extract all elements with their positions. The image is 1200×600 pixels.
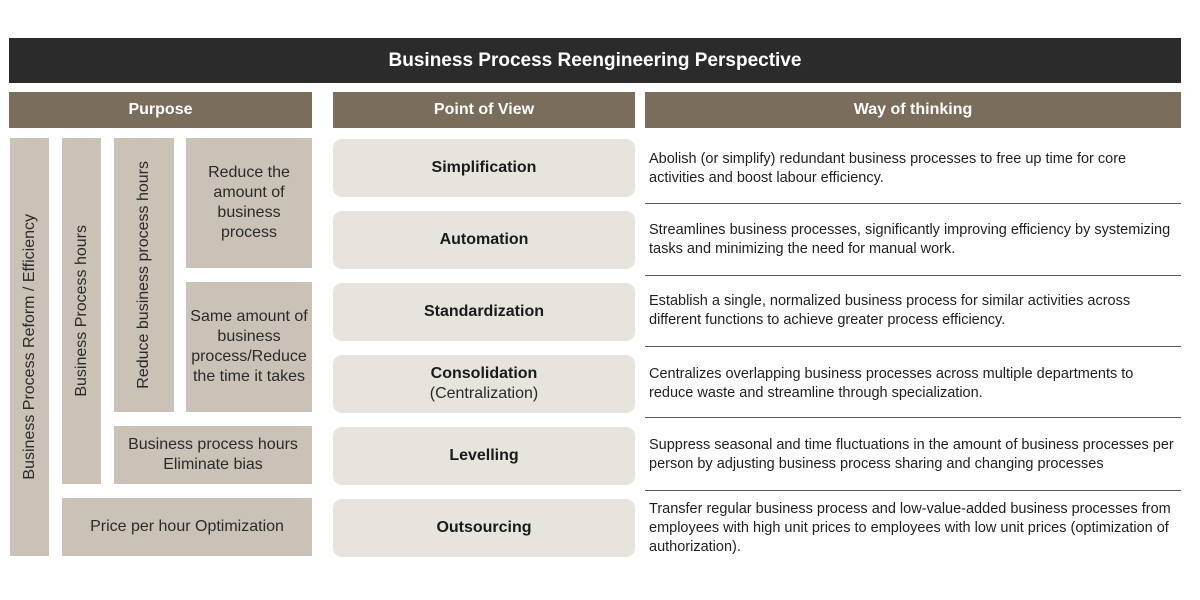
pov-automation: [333, 211, 635, 269]
purpose-price-optimization-label: Price per hour Optimization: [90, 518, 284, 535]
purpose-reduce-amount: [186, 138, 312, 268]
row-divider: [645, 346, 1181, 347]
diagram-title: Business Process Reengineering Perspective: [9, 38, 1181, 83]
purpose-level1-bar: [10, 138, 49, 556]
way-automation: Streamlines business processes, significantly improving efficiency by systemizing tasks and minimizing the need for manual work.: [649, 222, 1171, 257]
way-standardization: Establish a single, normalized business process for similar activities across different functions to achieve greater process efficiency.: [649, 293, 1131, 328]
purpose-level1-label: Business Process Reform / Efficiency: [20, 214, 38, 480]
purpose-price-optimization: [62, 498, 312, 556]
header-purpose: Purpose: [9, 92, 312, 128]
purpose-level3-label: Reduce business process hours: [135, 161, 152, 389]
row-divider: [645, 490, 1181, 491]
pov-label: Simplification: [431, 159, 537, 176]
row-divider: [645, 203, 1181, 204]
purpose-level2-bar: [62, 138, 101, 484]
pov-label: Standardization: [423, 303, 544, 320]
header-way-of-thinking: Way of thinking: [645, 92, 1181, 128]
pov-label: Outsourcing: [436, 519, 532, 536]
row-divider: [645, 417, 1181, 418]
pov-label: Levelling: [449, 447, 519, 464]
purpose-level3-bar: [114, 138, 174, 412]
purpose-same-amount-label: Same amount of business process/Reduce the time it takes: [190, 308, 308, 385]
way-outsourcing: Transfer regular business process and low-value-added business processes from employees with high unit prices to employees with low unit prices (optimization of authorization).: [649, 500, 1171, 555]
way-levelling: Suppress seasonal and time fluctuations in the amount of business processes per person by adjusting business process sharing and changing processes: [649, 437, 1174, 472]
purpose-same-amount: [186, 282, 312, 412]
pov-label: Consolidation: [430, 365, 538, 382]
way-simplification: Abolish (or simplify) redundant business processes to free up time for core activities and boost labour efficiency.: [649, 151, 1127, 186]
way-consolidation: Centralizes overlapping business processes across multiple departments to reduce waste and streamline through specialization.: [649, 366, 1134, 401]
pov-consolidation: [333, 355, 635, 413]
pov-sublabel: (Centralization): [429, 385, 539, 402]
header-point-of-view: Point of View: [333, 92, 635, 128]
row-divider: [645, 275, 1181, 276]
pov-outsourcing: [333, 499, 635, 557]
pov-simplification: [333, 139, 635, 197]
purpose-eliminate-bias: [114, 426, 312, 484]
pov-levelling: [333, 427, 635, 485]
purpose-level2-label: Business Process hours: [72, 225, 90, 397]
pov-standardization: [333, 283, 635, 341]
purpose-reduce-amount-label: Reduce the amount of business process: [208, 164, 290, 241]
purpose-eliminate-bias-label: Business process hours Eliminate bias: [128, 436, 298, 473]
pov-label: Automation: [439, 231, 529, 248]
